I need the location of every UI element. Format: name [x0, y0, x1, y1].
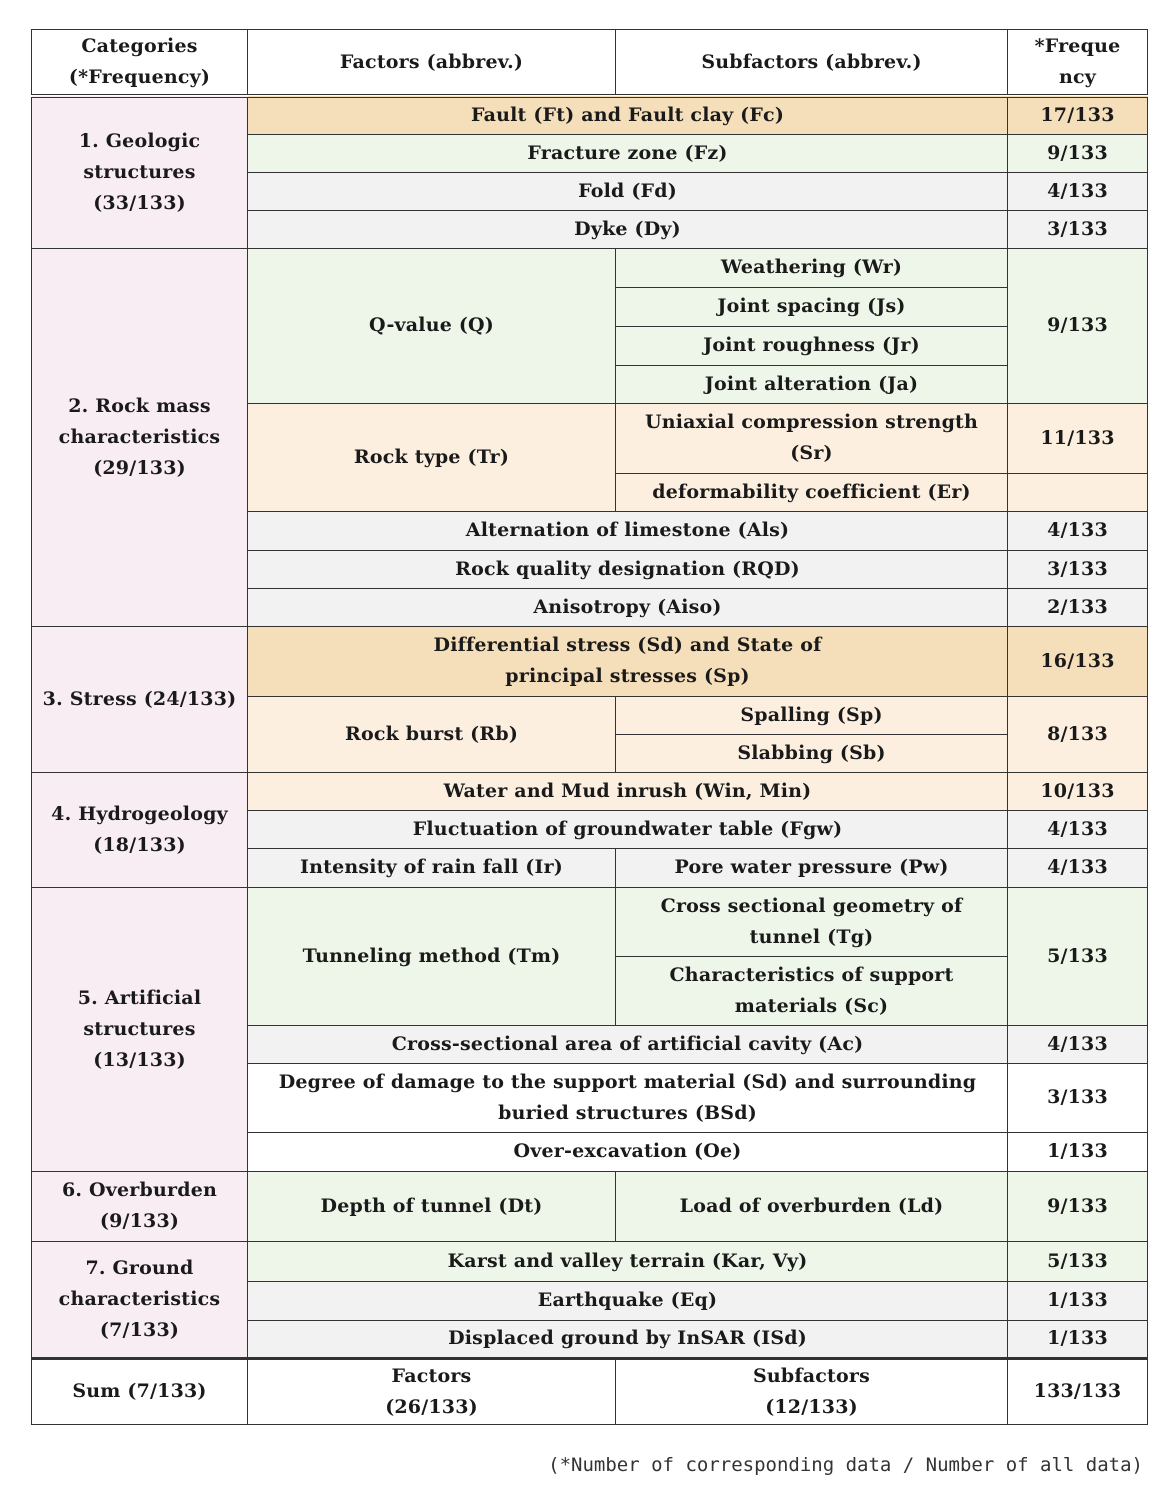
subfactor-cell: Spalling (Sp): [616, 696, 1008, 734]
subfactor-cell: Joint roughness (Jr): [616, 326, 1008, 365]
factor-cell: Karst and valley terrain (Kar, Vy): [248, 1241, 1008, 1281]
header-row: [32, 30, 1148, 97]
frequency-cell: 9/133: [1008, 1171, 1148, 1241]
frequency-cell: 4/133: [1008, 848, 1148, 887]
frequency-cell: 3/133: [1008, 550, 1148, 588]
category-cell: 1. Geologic structures (33/133): [32, 96, 248, 248]
factor-cell: Differential stress (Sd) and State of principal stresses (Sp): [248, 626, 1008, 696]
factor-cell: Over-excavation (Oe): [248, 1132, 1008, 1171]
frequency-cell: 17/133: [1008, 96, 1148, 134]
frequency-cell: 1/133: [1008, 1132, 1148, 1171]
table-row: [32, 1171, 1148, 1241]
factor-cell: Earthquake (Eq): [248, 1281, 1008, 1320]
table-row: [32, 772, 1148, 810]
frequency-cell: 9/133: [1008, 134, 1148, 172]
header-subfactors: Subfactors (abbrev.): [616, 30, 1008, 97]
category-cell: 2. Rock mass characteristics (29/133): [32, 248, 248, 626]
table-row: [32, 96, 1148, 134]
factor-cell: Tunneling method (Tm): [248, 887, 616, 1025]
table-row: [32, 887, 1148, 956]
table-row: [32, 626, 1148, 696]
subfactor-cell: Cross sectional geometry of tunnel (Tg): [616, 887, 1008, 956]
factor-cell: Q-value (Q): [248, 248, 616, 403]
subfactor-cell: Weathering (Wr): [616, 248, 1008, 287]
frequency-cell: 11/133: [1008, 403, 1148, 473]
sum-factors: Factors (26/133): [248, 1358, 616, 1424]
subfactor-cell: Load of overburden (Ld): [616, 1171, 1008, 1241]
factor-cell: Displaced ground by InSAR (ISd): [248, 1320, 1008, 1358]
frequency-cell: 4/133: [1008, 1025, 1148, 1063]
category-cell: 4. Hydrogeology (18/133): [32, 772, 248, 887]
frequency-cell: 3/133: [1008, 210, 1148, 248]
factor-cell: Fluctuation of groundwater table (Fgw): [248, 810, 1008, 848]
factor-cell: Rock quality designation (RQD): [248, 550, 1008, 588]
factor-cell: Degree of damage to the support material (Sd) and surrounding buried structures (BSd): [248, 1063, 1008, 1132]
frequency-cell: 9/133: [1008, 248, 1148, 403]
factor-cell: Water and Mud inrush (Win, Min): [248, 772, 1008, 810]
sum-categories: Sum (7/133): [32, 1358, 248, 1424]
factor-cell: Anisotropy (Aiso): [248, 588, 1008, 626]
frequency-cell: 2/133: [1008, 588, 1148, 626]
subfactor-cell: Pore water pressure (Pw): [616, 848, 1008, 887]
category-cell: 6. Overburden (9/133): [32, 1171, 248, 1241]
category-cell: 5. Artificial structures (13/133): [32, 887, 248, 1171]
category-cell: 3. Stress (24/133): [32, 626, 248, 772]
factor-table: [31, 29, 1148, 1425]
subfactor-cell: Joint spacing (Js): [616, 287, 1008, 326]
category-cell: 7. Ground characteristics (7/133): [32, 1241, 248, 1358]
frequency-cell: 5/133: [1008, 1241, 1148, 1281]
sum-subfactors: Subfactors (12/133): [616, 1358, 1008, 1424]
subfactor-cell: Characteristics of support materials (Sc): [616, 956, 1008, 1025]
frequency-cell: 4/133: [1008, 810, 1148, 848]
frequency-cell: 1/133: [1008, 1281, 1148, 1320]
frequency-cell: 4/133: [1008, 511, 1148, 550]
frequency-cell: 1/133: [1008, 1320, 1148, 1358]
subfactor-cell: deformability coefficient (Er): [616, 473, 1008, 511]
frequency-cell: 10/133: [1008, 772, 1148, 810]
subfactor-cell: Joint alteration (Ja): [616, 365, 1008, 403]
frequency-cell: 8/133: [1008, 696, 1148, 772]
header-categories: Categories (*Frequency): [32, 30, 248, 97]
factor-cell: Fracture zone (Fz): [248, 134, 1008, 172]
header-frequency: *Freque ncy: [1008, 30, 1148, 97]
factor-cell: Rock burst (Rb): [248, 696, 616, 772]
factor-cell: Fold (Fd): [248, 172, 1008, 210]
factor-cell: Alternation of limestone (Als): [248, 511, 1008, 550]
factor-cell: Intensity of rain fall (Ir): [248, 848, 616, 887]
footnote: (*Number of corresponding data / Number of all data): [548, 1454, 1143, 1476]
table-row: [32, 1241, 1148, 1281]
factor-cell: Dyke (Dy): [248, 210, 1008, 248]
factor-cell: Rock type (Tr): [248, 403, 616, 511]
factor-cell: Cross-sectional area of artificial cavity (Ac): [248, 1025, 1008, 1063]
factor-cell: Depth of tunnel (Dt): [248, 1171, 616, 1241]
frequency-cell-empty: [1008, 473, 1148, 511]
subfactor-cell: Slabbing (Sb): [616, 734, 1008, 772]
table-row: [32, 248, 1148, 287]
header-factors: Factors (abbrev.): [248, 30, 616, 97]
sum-total: 133/133: [1008, 1358, 1148, 1424]
frequency-cell: 5/133: [1008, 887, 1148, 1025]
frequency-cell: 3/133: [1008, 1063, 1148, 1132]
frequency-cell: 4/133: [1008, 172, 1148, 210]
frequency-cell: 16/133: [1008, 626, 1148, 696]
factor-cell: Fault (Ft) and Fault clay (Fc): [248, 96, 1008, 134]
sum-row: [32, 1358, 1148, 1424]
subfactor-cell: Uniaxial compression strength (Sr): [616, 403, 1008, 473]
